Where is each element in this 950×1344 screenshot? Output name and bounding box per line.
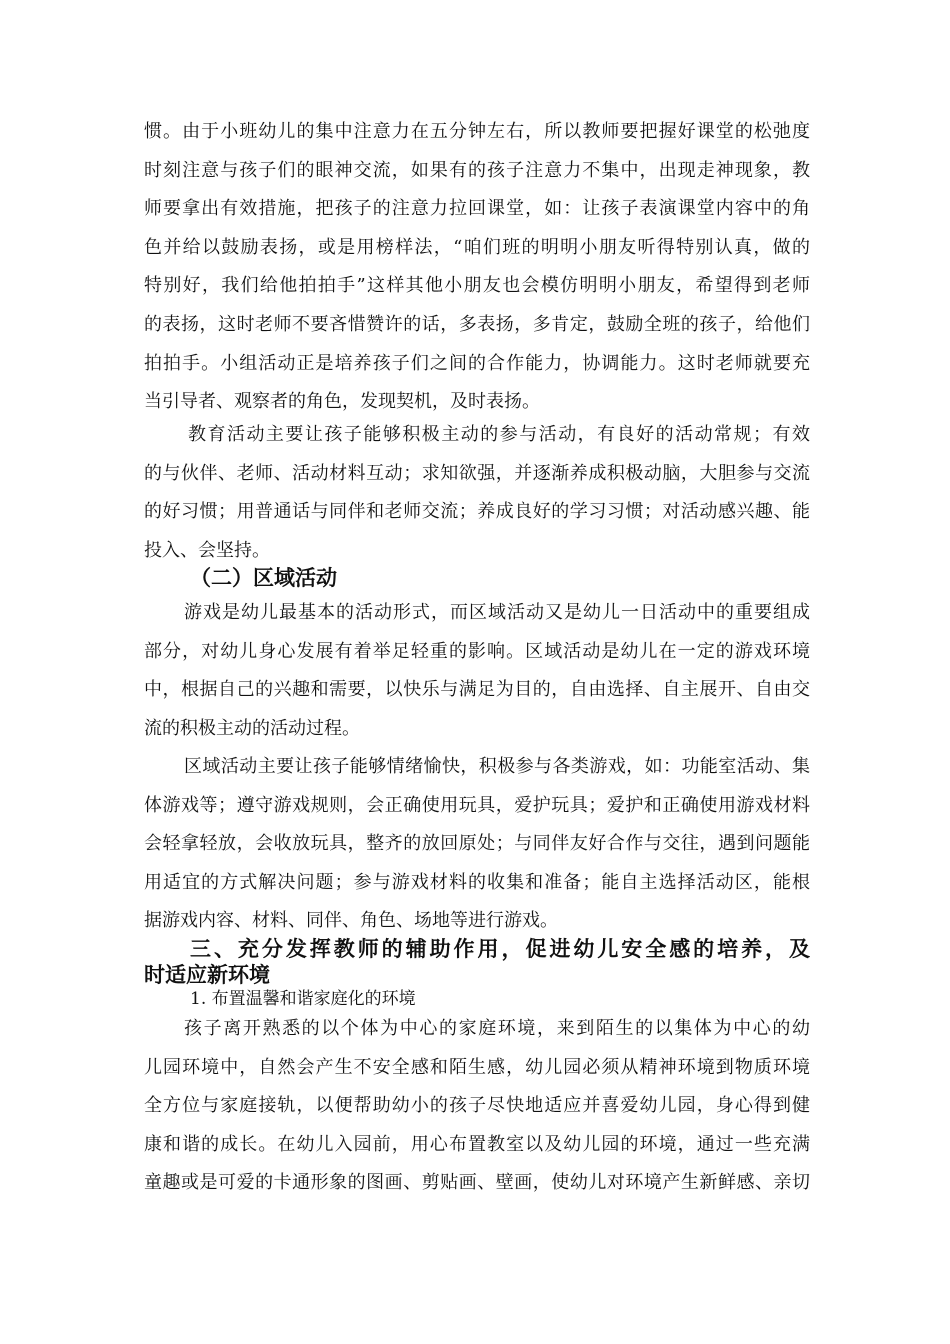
text-line: 拍拍手。小组活动正是培养孩子们之间的合作能力，协调能力。这时老师就要充 xyxy=(144,352,810,374)
subheading-warm-environment: 1. 布置温馨和谐家庭化的环境 xyxy=(190,989,416,1009)
text-line: 特别好，我们给他拍拍手”这样其他小朋友也会模仿明明小朋友，希望得到老师 xyxy=(144,275,810,297)
heading-line: 时适应新环境 xyxy=(144,963,270,987)
paragraph-classroom-attention xyxy=(144,113,810,422)
text-line: 的好习惯；用普通话与同伴和老师交流；养成良好的学习习惯；对活动感兴趣、能 xyxy=(144,501,810,523)
text-line: 童趣或是可爱的卡通形象的图画、剪贴画、壁画，使幼儿对环境产生新鲜感、亲切 xyxy=(144,1172,810,1194)
section-heading-teacher-role xyxy=(144,936,810,988)
text-line: 据游戏内容、材料、同伴、角色、场地等进行游戏。 xyxy=(144,910,558,932)
section-heading-area-activity: （二）区域活动 xyxy=(190,566,337,590)
text-line: 的与伙伴、老师、活动材料互动；求知欲强，并逐渐养成积极动脑，大胆参与交流 xyxy=(144,462,810,484)
text-line: 全方位与家庭接轨，以便帮助幼小的孩子尽快地适应并喜爱幼儿园，身心得到健 xyxy=(144,1095,810,1117)
text-line: 当引导者、观察者的角色，发现契机，及时表扬。 xyxy=(144,391,540,413)
text-line: 教育活动主要让孩子能够积极主动的参与活动，有良好的活动常规；有效 xyxy=(188,424,810,445)
text-line: 部分，对幼儿身心发展有着举足轻重的影响。区域活动是幼儿在一定的游戏环境 xyxy=(144,640,810,662)
text-line: 用适宜的方式解决问题；参与游戏材料的收集和准备；能自主选择活动区，能根 xyxy=(144,871,810,893)
text-line: 孩子离开熟悉的以个体为中心的家庭环境，来到陌生的以集体为中心的幼 xyxy=(184,1018,810,1039)
paragraph-area-activity-intro xyxy=(144,594,810,748)
paragraph-education-activity xyxy=(144,416,810,570)
text-line: 中，根据自己的兴趣和需要，以快乐与满足为目的，自由选择、自主展开、自由交 xyxy=(144,679,810,701)
text-line: 会轻拿轻放，会收放玩具，整齐的放回原处；与同伴友好合作与交往，遇到问题能 xyxy=(144,833,810,855)
text-line: 区域活动主要让孩子能够情绪愉快，积极参与各类游戏，如：功能室活动、集 xyxy=(184,756,810,777)
text-line: 时刻注意与孩子们的眼神交流，如果有的孩子注意力不集中，出现走神现象，教 xyxy=(144,159,810,181)
text-line: 投入、会坚持。 xyxy=(144,539,270,561)
heading-line: 三、充分发挥教师的辅助作用，促进幼儿安全感的培养，及 xyxy=(190,937,810,961)
text-line: 色并给以鼓励表扬，或是用榜样法，“咱们班的明明小朋友听得特别认真，做的 xyxy=(144,236,810,258)
text-line: 体游戏等；遵守游戏规则，会正确使用玩具，爱护玩具；爱护和正确使用游戏材料 xyxy=(144,794,810,816)
text-line: 康和谐的成长。在幼儿入园前，用心布置教室以及幼儿园的环境，通过一些充满 xyxy=(144,1133,810,1155)
paragraph-warm-environment xyxy=(144,1010,810,1203)
text-line: 师要拿出有效措施，把孩子的注意力拉回课堂，如：让孩子表演课堂内容中的角 xyxy=(144,198,810,220)
paragraph-area-activity-goals xyxy=(144,748,810,941)
text-line: 游戏是幼儿最基本的活动形式，而区域活动又是幼儿一日活动中的重要组成 xyxy=(184,602,810,623)
text-line: 儿园环境中，自然会产生不安全感和陌生感，幼儿园必须从精神环境到物质环境 xyxy=(144,1056,810,1078)
text-line: 的表扬，这时老师不要吝惜赞许的话，多表扬，多肯定，鼓励全班的孩子，给他们 xyxy=(144,313,810,335)
text-line: 流的积极主动的活动过程。 xyxy=(144,717,360,739)
text-line: 惯。由于小班幼儿的集中注意力在五分钟左右，所以教师要把握好课堂的松弛度 xyxy=(144,121,810,142)
